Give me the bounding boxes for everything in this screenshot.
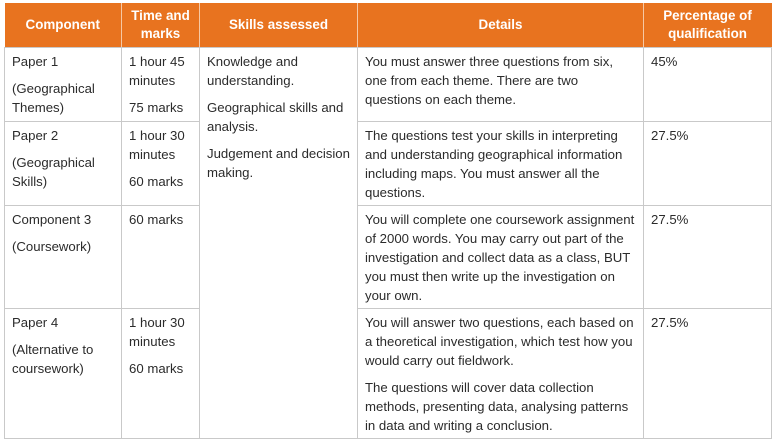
marks: 60 marks (129, 361, 184, 376)
details-text: The questions will cover data collection methods, presenting data, analysing patterns in data and writing a conclusion. (365, 380, 629, 433)
percentage-cell: 27.5% (644, 122, 772, 206)
component-name: Paper 4 (12, 315, 59, 330)
header-skills-assessed: Skills assessed (200, 3, 358, 48)
percentage-cell: 27.5% (644, 309, 772, 439)
skill-item: Judgement and decision making. (207, 146, 350, 180)
skill-item: Geographical skills and analysis. (207, 100, 344, 134)
header-row (5, 3, 772, 48)
time-marks-cell (122, 309, 200, 439)
component-cell (5, 122, 122, 206)
details-text: You must answer three questions from six, one from each theme. There are two questions on each theme. (365, 54, 613, 107)
details-cell (358, 48, 644, 122)
percentage-cell: 27.5% (644, 206, 772, 309)
assessment-table (4, 3, 772, 439)
table-row (5, 122, 772, 206)
component-cell (5, 309, 122, 439)
component-name: Paper 2 (12, 128, 59, 143)
component-cell (5, 48, 122, 122)
component-subtitle: (Geographical Themes) (12, 81, 95, 115)
component-subtitle: (Coursework) (12, 239, 92, 254)
table-row (5, 206, 772, 309)
table-row (5, 48, 772, 122)
marks: 60 marks (129, 174, 184, 189)
table-body (5, 48, 772, 439)
component-subtitle: (Geographical Skills) (12, 155, 95, 189)
component-subtitle: (Alternative to coursework) (12, 342, 94, 376)
duration: 1 hour 30 minutes (129, 315, 185, 349)
component-name: Component 3 (12, 212, 92, 227)
skills-cell (200, 48, 358, 439)
duration: 1 hour 30 minutes (129, 128, 185, 162)
header-details: Details (358, 3, 644, 48)
details-cell (358, 122, 644, 206)
marks: 75 marks (129, 100, 184, 115)
details-text: You will answer two questions, each based on a theoretical investigation, which test how you would carry out fieldwork. (365, 315, 634, 368)
details-text: You will complete one coursework assignment of 2000 words. You may carry out part of the investigation and collect data as a class, BUT you must then write up the investigation on your own. (365, 212, 635, 303)
time-marks-cell (122, 48, 200, 122)
details-text: The questions test your skills in interpreting and understanding geographical information including maps. You must answer all the questions. (365, 128, 623, 200)
percentage-cell: 45% (644, 48, 772, 122)
marks: 60 marks (129, 212, 184, 227)
header-percentage: Percentage of qualification (644, 3, 772, 48)
time-marks-cell (122, 206, 200, 309)
skill-item: Knowledge and understanding. (207, 54, 298, 88)
header-component: Component (5, 3, 122, 48)
table-row (5, 309, 772, 439)
component-name: Paper 1 (12, 54, 59, 69)
time-marks-cell (122, 122, 200, 206)
duration: 1 hour 45 minutes (129, 54, 185, 88)
component-cell (5, 206, 122, 309)
details-cell (358, 309, 644, 439)
details-cell (358, 206, 644, 309)
header-time-and-marks: Time and marks (122, 3, 200, 48)
table-header (5, 3, 772, 48)
